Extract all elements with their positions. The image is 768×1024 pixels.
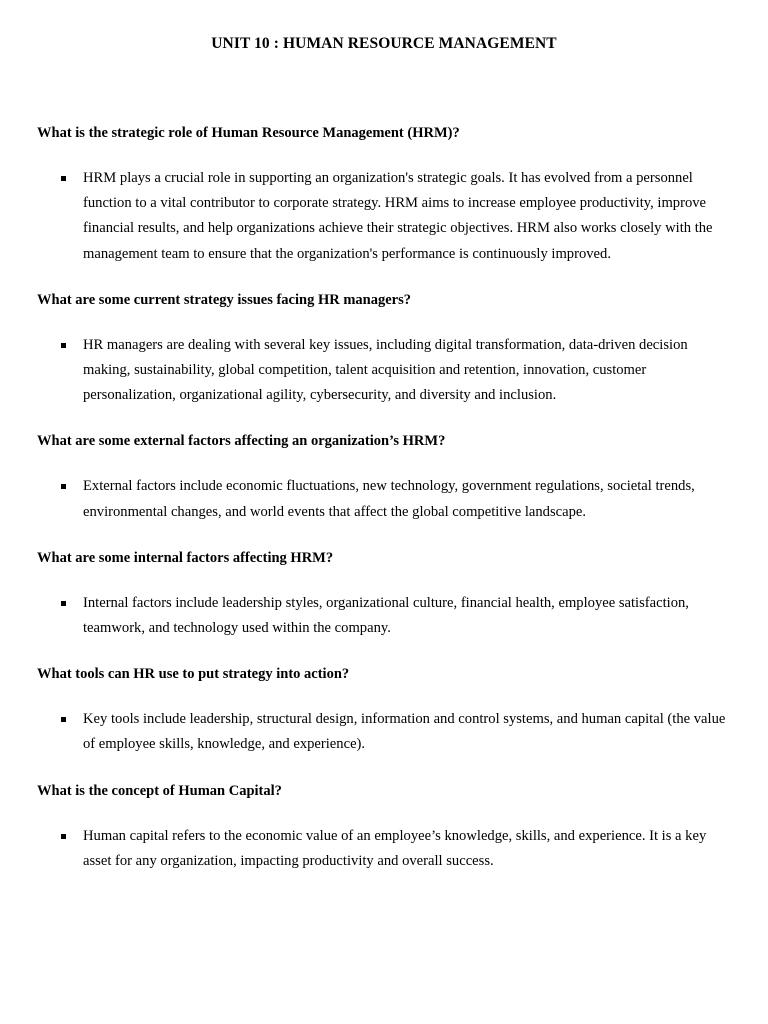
section-question: What is the strategic role of Human Resource Management (HRM)? (37, 125, 460, 141)
answer-bullet-item (37, 824, 737, 874)
answer-bullet-item (37, 333, 737, 409)
answer-list (37, 333, 737, 409)
qa-section (37, 124, 737, 267)
answer-text: HR managers are dealing with several key issues, including digital transformation, data-driven decision making, sustainability, global competition, talent acquisition and retention, innovation, customer personalization, organizational agility, cybersecurity, and diversity and inclusion. (83, 336, 688, 404)
qa-content (37, 124, 737, 898)
section-question: What are some internal factors affecting HRM? (37, 549, 334, 566)
answer-bullet-item (37, 707, 737, 757)
square-bullet-icon (61, 176, 66, 181)
square-bullet-icon (61, 484, 66, 489)
answer-list (37, 707, 737, 757)
answer-list (37, 591, 737, 641)
answer-text: HRM plays a crucial role in supporting an organization's strategic goals. It has evolved from a personnel function to a vital contributor to corporate strategy. HRM aims to increase employee productivity, improve financial results, and help organizations achieve their strategic objectives. HRM also works closely with the management team to ensure that the organization's performance is continuously improved. (83, 170, 713, 262)
answer-bullet-item (37, 166, 737, 267)
answer-bullet-item (37, 474, 737, 524)
answer-text: Key tools include leadership, structural design, information and control systems, and human capital (the value of employee skills, knowledge, and experience). (83, 711, 726, 753)
document-title: UNIT 10 : HUMAN RESOURCE MANAGEMENT (211, 35, 557, 52)
qa-section (37, 432, 737, 524)
answer-list (37, 824, 737, 874)
square-bullet-icon (61, 343, 66, 348)
qa-section (37, 291, 737, 409)
section-question: What are some current strategy issues facing HR managers? (37, 291, 411, 308)
answer-text: External factors include economic fluctuations, new technology, government regulations, societal trends, environmental changes, and world events that affect the global competitive landscape. (83, 478, 695, 520)
qa-section (37, 782, 737, 874)
square-bullet-icon (61, 601, 66, 606)
section-question: What tools can HR use to put strategy into action? (37, 666, 350, 683)
answer-list (37, 474, 737, 524)
answer-text: Human capital refers to the economic value of an employee’s knowledge, skills, and experience. It is a key asset for any organization, impacting productivity and overall success. (83, 827, 707, 869)
answer-bullet-item (37, 591, 737, 641)
answer-text: Internal factors include leadership styles, organizational culture, financial health, employee satisfaction, teamwork, and technology used within the company. (83, 594, 689, 637)
qa-section (37, 549, 737, 641)
square-bullet-icon (61, 834, 66, 839)
answer-list (37, 166, 737, 267)
section-question: What are some external factors affecting an organization’s HRM? (37, 433, 446, 450)
section-question: What is the concept of Human Capital? (37, 782, 282, 799)
qa-section (37, 665, 737, 757)
square-bullet-icon (61, 717, 66, 722)
